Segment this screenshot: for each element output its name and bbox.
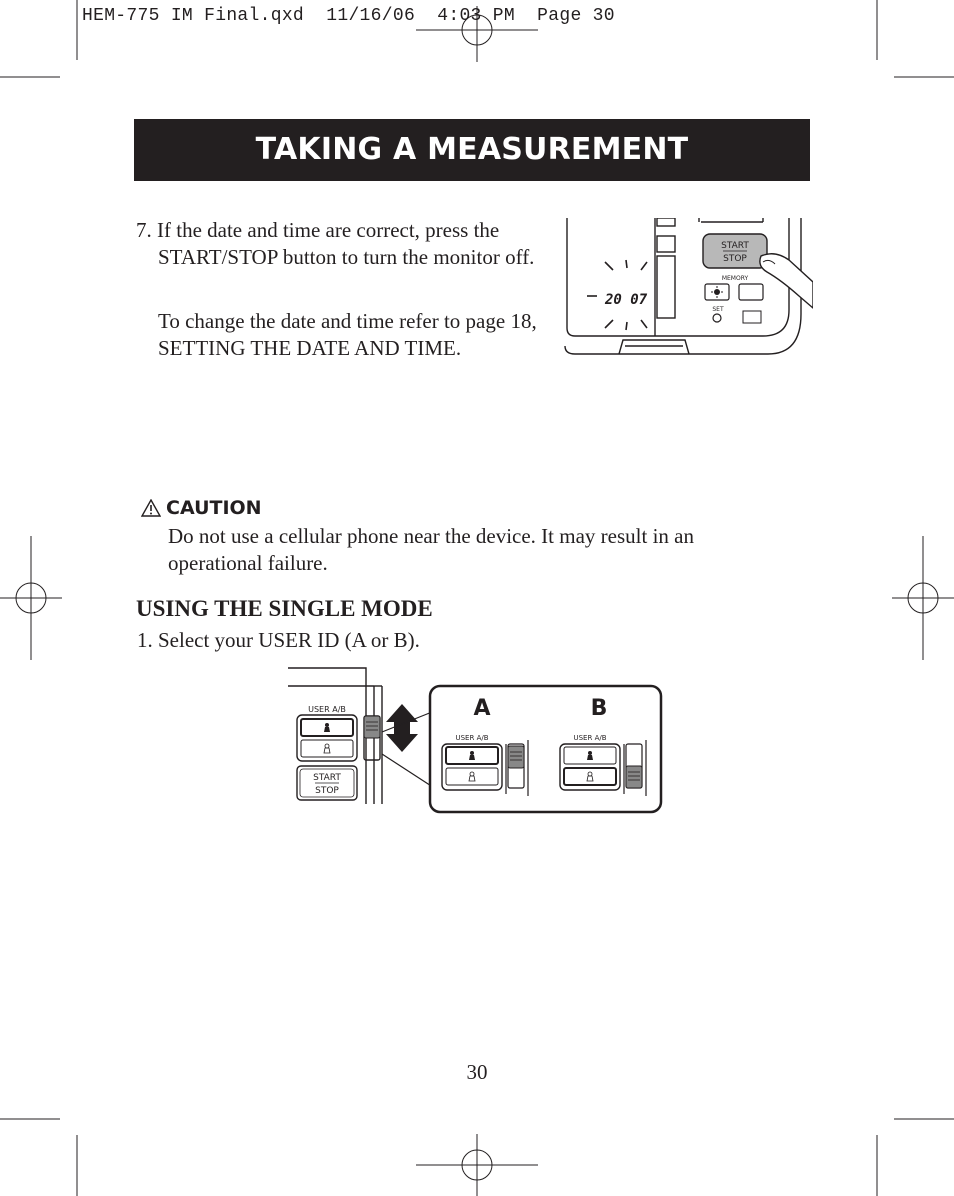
stop-label: STOP — [723, 254, 747, 264]
lcd-readout: 20 07 — [605, 292, 648, 308]
memory-label: MEMORY — [721, 275, 749, 282]
option-b-label: B — [590, 696, 608, 721]
set-button — [713, 314, 721, 322]
title-banner — [134, 119, 810, 181]
step-7-text: 7. If the date and time are correct, press the START/STOP button to turn the monitor off. — [136, 218, 535, 269]
evening-button — [739, 284, 763, 300]
single-mode-step-1: 1. Select your USER ID (A or B). — [137, 628, 420, 652]
set-label: SET — [712, 306, 724, 313]
monitor-illustration — [563, 218, 813, 360]
start-label: START — [721, 241, 749, 251]
start-label-2: START — [313, 773, 341, 783]
switch-label-main: USER A/B — [308, 705, 346, 714]
file-slug: HEM-775 IM Final.qxd 11/16/06 4:03 PM Page 30 — [82, 6, 615, 26]
switch-label-a: USER A/B — [455, 734, 489, 742]
record-button — [743, 311, 761, 323]
step-7-note: To change the date and time refer to page 18, SETTING THE DATE AND TIME. — [158, 309, 537, 360]
switch-knob-b — [626, 766, 642, 788]
stop-label-2: STOP — [315, 786, 339, 796]
warning-icon — [141, 499, 161, 517]
page-number: 30 — [466, 1060, 488, 1084]
caution-label: CAUTION — [166, 497, 262, 519]
user-switch-illustration — [286, 664, 666, 816]
switch-label-b: USER A/B — [573, 734, 607, 742]
section-heading: USING THE SINGLE MODE — [136, 596, 433, 621]
option-a-label: A — [473, 696, 491, 721]
caution-text: Do not use a cellular phone near the device. It may result in an operational failure. — [168, 524, 694, 575]
caution-heading — [141, 497, 262, 519]
page-title: TAKING A MEASUREMENT — [255, 132, 689, 167]
switch-knob-a — [508, 746, 524, 768]
